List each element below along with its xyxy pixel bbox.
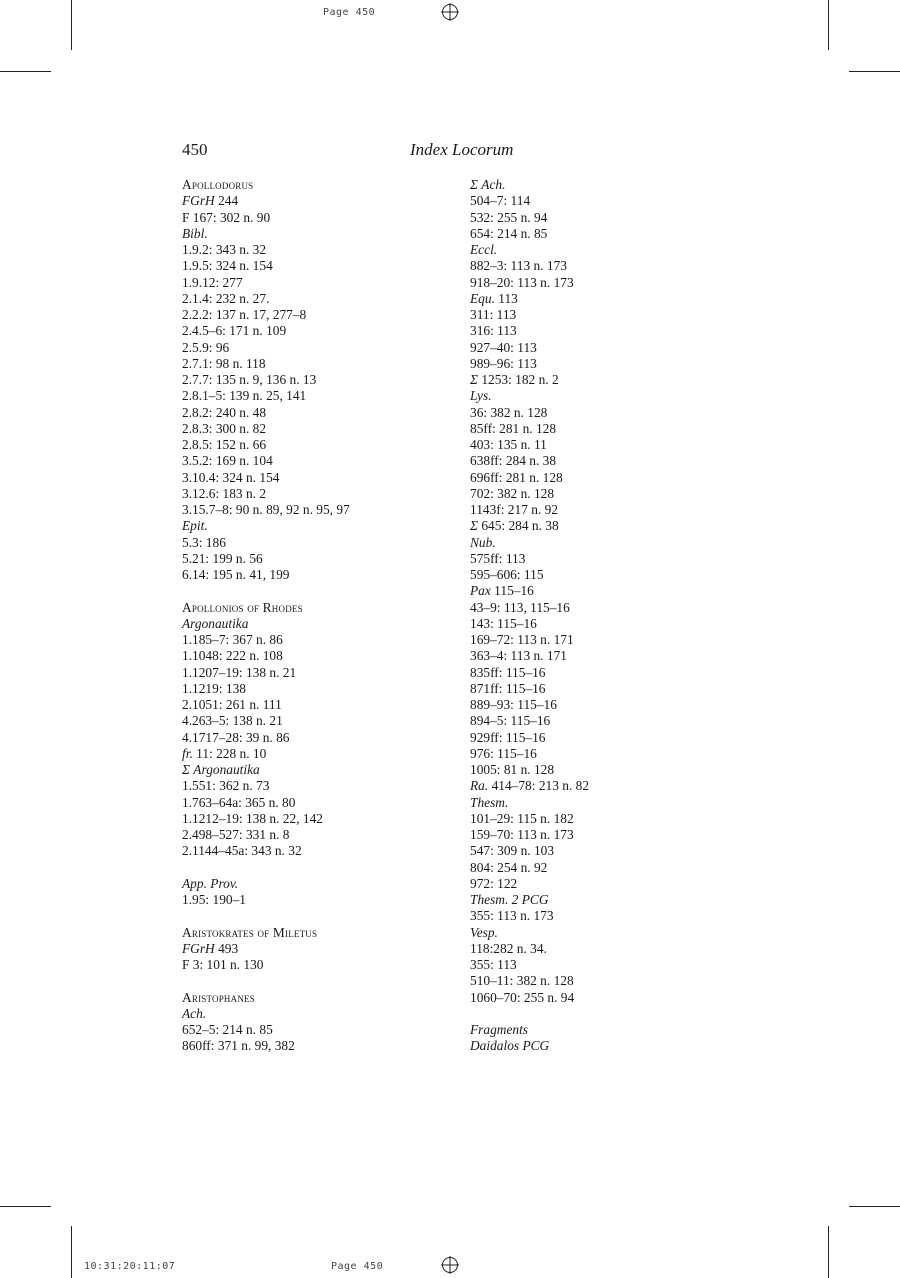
- index-work-title: Eccl.: [470, 242, 498, 257]
- index-entry: [470, 778, 730, 794]
- index-entry: 927–40: 113: [470, 339, 537, 355]
- index-entry: 835ff: 115–16: [470, 664, 546, 680]
- index-entry: 2.7.7: 135 n. 9, 136 n. 13: [182, 372, 317, 387]
- index-entry: 929ff: 115–16: [470, 729, 546, 745]
- index-entry: 1.1219: 138: [182, 680, 246, 696]
- crop-mark-top-left-horizontal: [0, 71, 51, 72]
- index-work-title: Bibl.: [182, 225, 208, 241]
- index-work-title: Vesp.: [470, 924, 498, 940]
- index-entry: 976: 115–16: [470, 745, 537, 761]
- index-entry: 2.1.4: 232 n. 27.: [182, 290, 270, 306]
- index-work-title: Argonautika: [182, 615, 249, 631]
- index-entry: 972: 122: [470, 875, 518, 891]
- index-author-heading: Aristophanes: [182, 989, 255, 1005]
- index-entry: 1.1212–19: 138 n. 22, 142: [182, 810, 323, 826]
- index-entry: 871ff: 115–16: [470, 680, 546, 696]
- index-entry: 2.498–527: 331 n. 8: [182, 827, 290, 842]
- index-entry: 2.1051: 261 n. 111: [182, 697, 282, 712]
- registration-mark-icon: [441, 1256, 459, 1274]
- index-entry: 143: 115–16: [470, 615, 537, 631]
- index-entry: 595–606: 115: [470, 567, 544, 582]
- index-entry: 1.763–64a: 365 n. 80: [182, 794, 296, 810]
- index-work-abbrev: Σ: [470, 518, 478, 534]
- index-reference: 115–16: [490, 583, 534, 599]
- blank-line: [182, 973, 432, 989]
- index-entry: 989–96: 113: [470, 355, 537, 371]
- index-work-abbrev: Σ: [470, 372, 478, 387]
- index-entry: 1.9.12: 277: [182, 274, 243, 290]
- index-reference: 414–78: 213 n. 82: [488, 778, 590, 794]
- index-entry: 652–5: 214 n. 85: [182, 1022, 273, 1037]
- index-entry: 355: 113 n. 173: [470, 908, 554, 924]
- index-entry: 532: 255 n. 94: [470, 209, 548, 225]
- index-entry: 1.1207–19: 138 n. 21: [182, 664, 297, 680]
- index-entry: [470, 291, 730, 307]
- index-entry: F 167: 302 n. 90: [182, 209, 271, 225]
- index-entry: F 3: 101 n. 130: [182, 957, 264, 972]
- index-work-title: Fragments: [470, 1022, 529, 1037]
- index-entry: 860ff: 371 n. 99, 382: [182, 1038, 295, 1054]
- index-work-abbrev: Ra.: [470, 778, 489, 794]
- index-work-title: Thesm.: [470, 794, 509, 810]
- index-reference: 244: [214, 193, 239, 209]
- index-entry: 36: 382 n. 128: [470, 404, 548, 420]
- index-author-heading: Aristokrates of Miletus: [182, 924, 318, 940]
- index-entry: 3.15.7–8: 90 n. 89, 92 n. 95, 97: [182, 502, 350, 517]
- index-entry: 101–29: 115 n. 182: [470, 810, 574, 826]
- index-entry: 1005: 81 n. 128: [470, 762, 555, 777]
- crop-mark-bottom-left-horizontal: [0, 1206, 51, 1207]
- index-work-title: Σ Argonautika: [182, 762, 260, 777]
- index-entry: 3.5.2: 169 n. 104: [182, 453, 273, 469]
- index-entry: 2.1144–45a: 343 n. 32: [182, 843, 302, 859]
- index-reference: 645: 284 n. 38: [477, 518, 559, 534]
- index-entry: 2.8.1–5: 139 n. 25, 141: [182, 388, 307, 404]
- index-reference: 113: [494, 290, 518, 306]
- index-entry: 118:282 n. 34.: [470, 940, 547, 956]
- index-entry: 43–9: 113, 115–16: [470, 599, 570, 615]
- index-entry: 169–72: 113 n. 171: [470, 632, 574, 647]
- index-entry: 1143f: 217 n. 92: [470, 502, 559, 517]
- index-entry: 3.12.6: 183 n. 2: [182, 485, 267, 501]
- index-entry: 355: 113: [470, 957, 517, 972]
- index-entry: 2.8.5: 152 n. 66: [182, 437, 267, 452]
- index-entry: 2.8.3: 300 n. 82: [182, 420, 267, 436]
- page-number: 450: [182, 140, 208, 159]
- index-entry: 159–70: 113 n. 173: [470, 827, 574, 842]
- index-entry: 3.10.4: 324 n. 154: [182, 469, 280, 485]
- index-author-heading: Apollonios of Rhodes: [182, 599, 303, 615]
- blank-line: [182, 860, 432, 876]
- index-work-abbrev: FGrH: [182, 193, 215, 209]
- index-work-title: Ach.: [182, 1005, 207, 1021]
- index-entry: 85ff: 281 n. 128: [470, 420, 557, 436]
- index-entry: [470, 518, 730, 534]
- index-work-title: Thesm. 2 PCG: [470, 892, 549, 907]
- index-entry: 1060–70: 255 n. 94: [470, 989, 575, 1005]
- index-entry: 702: 382 n. 128: [470, 485, 555, 501]
- index-entry: [182, 941, 432, 957]
- crop-mark-bottom-right-horizontal: [849, 1206, 900, 1207]
- index-work-title: Epit.: [182, 518, 208, 534]
- index-work-abbrev: fr.: [182, 745, 193, 761]
- index-entry: 1.1048: 222 n. 108: [182, 648, 283, 664]
- index-work-title: Daidalos PCG: [470, 1038, 550, 1054]
- index-entry: 4.1717–28: 39 n. 86: [182, 729, 290, 745]
- index-entry: 6.14: 195 n. 41, 199: [182, 567, 290, 582]
- index-column-right: [470, 177, 730, 1055]
- index-entry: 2.4.5–6: 171 n. 109: [182, 323, 287, 339]
- running-title: Index Locorum: [410, 140, 514, 159]
- index-entry: 2.7.1: 98 n. 118: [182, 355, 266, 371]
- blank-line: [182, 908, 432, 924]
- index-column-left: [182, 177, 432, 1055]
- index-reference: 493: [214, 940, 239, 956]
- index-work-title: Σ Ach.: [470, 177, 506, 192]
- index-entry: 5.21: 199 n. 56: [182, 550, 263, 566]
- index-work-abbrev: Equ.: [470, 290, 495, 306]
- crop-mark-bottom-right-vertical: [828, 1226, 829, 1278]
- index-entry: 363–4: 113 n. 171: [470, 648, 567, 664]
- index-entry: [182, 746, 432, 762]
- index-entry: 889–93: 115–16: [470, 697, 557, 712]
- index-entry: 2.5.9: 96: [182, 339, 230, 355]
- index-entry: 504–7: 114: [470, 193, 531, 209]
- crop-mark-top-right-vertical: [828, 0, 829, 50]
- index-reference: 11: 228 n. 10: [192, 745, 267, 761]
- index-author-heading: Apollodorus: [182, 177, 254, 192]
- slug-top: Page 450: [323, 7, 376, 18]
- slug-bottom-timestamp: 10:31:20:11:07: [84, 1261, 176, 1272]
- index-entry: 575ff: 113: [470, 550, 526, 566]
- index-entry: 4.263–5: 138 n. 21: [182, 713, 283, 729]
- registration-mark-icon: [441, 3, 459, 21]
- index-work-title: Lys.: [470, 388, 492, 404]
- index-entry: 1.551: 362 n. 73: [182, 778, 270, 794]
- index-reference: 1253: 182 n. 2: [477, 372, 559, 387]
- index-entry: [182, 193, 432, 209]
- index-entry: 311: 113: [470, 307, 517, 322]
- blank-line: [470, 1006, 730, 1022]
- index-entry: 403: 135 n. 11: [470, 437, 547, 452]
- index-entry: 804: 254 n. 92: [470, 859, 548, 875]
- index-work-abbrev: Pax: [470, 583, 491, 599]
- index-entry: 316: 113: [470, 323, 517, 339]
- index-work-title: App. Prov.: [182, 875, 239, 891]
- index-work-title: Nub.: [470, 534, 496, 550]
- index-entry: 547: 309 n. 103: [470, 843, 555, 859]
- index-entry: 654: 214 n. 85: [470, 225, 548, 241]
- index-entry: 696ff: 281 n. 128: [470, 469, 563, 485]
- blank-line: [182, 583, 432, 599]
- crop-mark-bottom-left-vertical: [71, 1226, 72, 1278]
- index-entry: 5.3: 186: [182, 534, 226, 550]
- index-entry: 918–20: 113 n. 173: [470, 274, 574, 290]
- index-entry: 1.185–7: 367 n. 86: [182, 632, 283, 647]
- index-work-abbrev: FGrH: [182, 940, 215, 956]
- index-entry: [470, 583, 730, 599]
- index-entry: 2.2.2: 137 n. 17, 277–8: [182, 307, 307, 322]
- index-entry: [470, 372, 730, 388]
- index-entry: 894–5: 115–16: [470, 713, 551, 729]
- crop-mark-top-right-horizontal: [849, 71, 900, 72]
- crop-mark-top-left-vertical: [71, 0, 72, 50]
- index-entry: 1.95: 190–1: [182, 892, 246, 907]
- index-entry: 2.8.2: 240 n. 48: [182, 404, 267, 420]
- index-entry: 1.9.5: 324 n. 154: [182, 258, 273, 274]
- index-entry: 510–11: 382 n. 128: [470, 973, 574, 989]
- index-entry: 638ff: 284 n. 38: [470, 453, 557, 469]
- slug-bottom-page: Page 450: [331, 1261, 384, 1272]
- index-entry: 882–3: 113 n. 173: [470, 258, 567, 274]
- index-entry: 1.9.2: 343 n. 32: [182, 242, 267, 257]
